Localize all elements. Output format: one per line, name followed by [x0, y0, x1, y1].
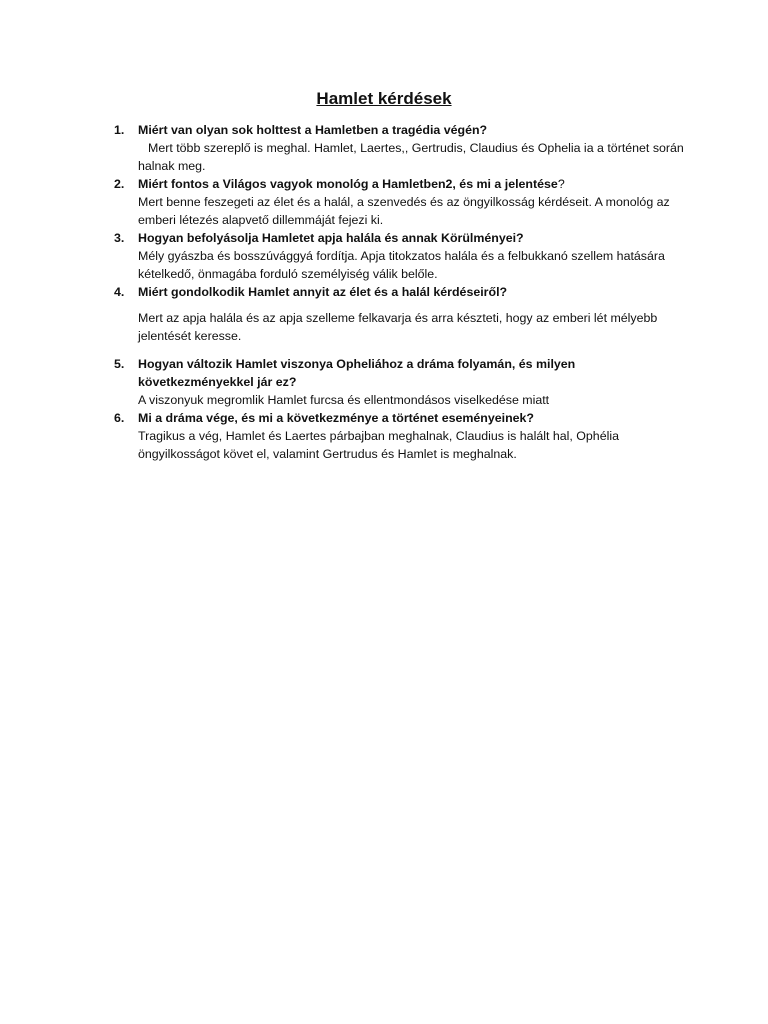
answer-text: Mély gyászba és bosszúvággyá fordítja. Apja titokzatos halála és a felbukkanó szellem hatására kételkedő, önmagába forduló személyiség válik belőle.: [138, 249, 665, 281]
qa-item-5: [112, 355, 692, 409]
item-number: 3.: [114, 231, 125, 245]
document-title: Hamlet kérdések: [316, 89, 452, 108]
qa-item-2: [112, 175, 692, 229]
qa-item-3: [112, 229, 692, 283]
question-text: [138, 409, 692, 427]
question-main: Miért gondolkodik Hamlet annyit az élet és a halál kérdéseiről?: [138, 285, 508, 299]
answer-text: A viszonyuk megromlik Hamlet furcsa és ellentmondásos viselkedése miatt: [138, 393, 550, 407]
question-main: Mi a dráma vége, és mi a következménye a történet eseményeinek?: [138, 411, 534, 425]
question-tail: ?: [557, 177, 565, 191]
question-text: [138, 229, 692, 247]
question-text: [138, 355, 692, 391]
item-number: 2.: [114, 177, 125, 191]
answer-text: Mert az apja halála és az apja szelleme felkavarja és arra készteti, hogy az emberi lét mélyebb jelentését keresse.: [138, 311, 658, 343]
question-list: [112, 121, 692, 463]
qa-item-6: [112, 409, 692, 463]
question-main: Miért van olyan sok holttest a Hamletben a tragédia végén?: [138, 123, 488, 137]
answer-text: Tragikus a vég, Hamlet és Laertes párbajban meghalnak, Claudius is halált hal, Ophélia öngyilkosságot követ el, valamint Gertrudus és Hamlet is meghalnak.: [138, 429, 619, 461]
question-text: [138, 121, 692, 139]
question-text: [138, 283, 692, 301]
item-number: 6.: [114, 411, 125, 425]
qa-item-4: [112, 283, 692, 345]
question-main: Hogyan változik Hamlet viszonya Opheliához a dráma folyamán, és milyen következményekkel jár ez?: [138, 357, 576, 389]
item-number: 5.: [114, 357, 125, 371]
item-number: 4.: [114, 285, 125, 299]
item-number: 1.: [114, 123, 125, 137]
question-text: [138, 175, 692, 193]
answer-text: Mert több szereplő is meghal. Hamlet, Laertes,, Gertrudis, Claudius és Ophelia ia a történet során halnak meg.: [138, 141, 684, 173]
answer-text: Mert benne feszegeti az élet és a halál, a szenvedés és az öngyilkosság kérdéseit. A monológ az emberi létezés alapvető dillemmáját fejezi ki.: [138, 195, 670, 227]
question-main: Hogyan befolyásolja Hamletet apja halála és annak Körülményei?: [138, 231, 524, 245]
question-main: Miért fontos a Világos vagyok monológ a Hamletben2, és mi a jelentése: [138, 177, 558, 191]
qa-item-1: [112, 121, 692, 175]
